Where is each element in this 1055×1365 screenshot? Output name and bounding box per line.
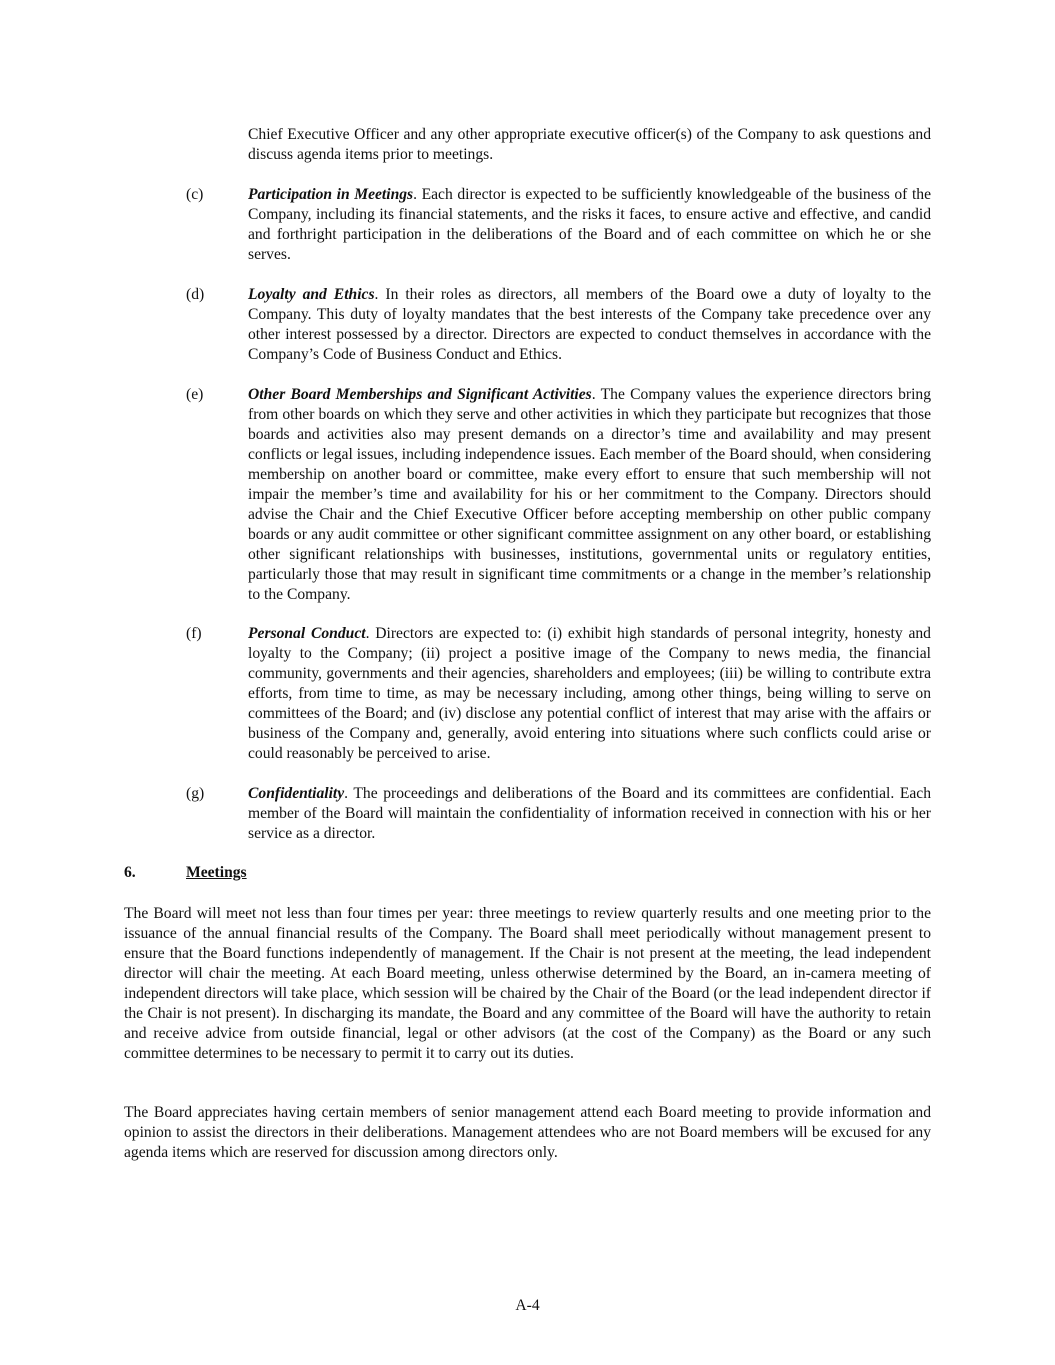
body-paragraph-1: The Board will meet not less than four times per year: three meetings to review quarterly results and one meeting prior to the issuance of the annual financial results of the Company. The Board shall meet periodically without management present to ensure that the Board functions independently of management. If the Chair is not present at the meeting, the lead independent director will chair the meeting. At each Board meeting, unless otherwise determined by the Board, an in-camera meeting of independent directors will take place, which session will be chaired by the Chair of the Board (or the lead independent director if the Chair is not present). In discharging its mandate, the Board and any committee of the Board will have the authority to retain and receive advice from outside financial, legal or other advisors (at the cost of the Company) as the Board or any such committee determines to be necessary to permit it to carry out its duties. xyxy=(124,905,931,1062)
item-text: . Directors are expected to: (i) exhibit high standards of personal integrity, honesty and loyalty to the Company; (ii) project a positive image of the Company to news media, the financial community, governments and their agencies, shareholders and employees; (iii) be willing to contribute extra efforts, from time to time, as may be necessary including, among other things, being willing to serve on committees of the Board; and (iv) disclose any potential conflict of interest that may arise with the affairs or business of the Company and, generally, avoid entering into situations where such conflicts could arise or could reasonably be perceived to arise. xyxy=(248,625,931,762)
item-body xyxy=(248,285,931,365)
item-body xyxy=(248,185,931,265)
page-number: A-4 xyxy=(515,1297,540,1314)
item-text: . The proceedings and deliberations of the Board and its committees are confidential. Each member of the Board will maintain the confidentiality of information received in connection with his or her service as a director. xyxy=(248,785,931,842)
item-text: . The Company values the experience directors bring from other boards on which they serve and other activities in which they participate but recognizes that those boards and activities also may present demands on a director’s time and availability and may present conflicts or legal issues, including independence issues. Each member of the Board should, when considering membership on another board or committee, make every effort to ensure that such membership will not impair the member’s time and availability for his or her commitment to the Company. Directors should advise the Chair and the Chief Executive Officer before accepting membership on other public company boards or any audit committee or other significant committee assignment on any other board, or establishing other significant relationships with businesses, institutions, governmental units or regulatory entities, particularly those that may result in significant time commitments or a change in the member’s relationship to the Company. xyxy=(248,386,932,603)
item-label: (c) xyxy=(186,186,204,203)
item-label: (d) xyxy=(186,286,205,303)
section-heading xyxy=(124,863,247,883)
body-paragraph-2: The Board appreciates having certain members of senior management attend each Board meeting to provide information and opinion to assist the directors in their deliberations. Management attendees who are not Board members will be excused for any agenda items which are reserved for discussion among directors only. xyxy=(124,1104,931,1161)
item-body xyxy=(248,385,931,605)
item-text: . Each director is expected to be sufficiently knowledgeable of the business of the Company, including its financial statements, and the risks it faces, to ensure active and effective, and candid and forthright participation in the deliberations of the Board and of each committee on which he or she serves. xyxy=(248,186,931,263)
item-label: (e) xyxy=(186,386,204,403)
item-title: Loyalty and Ethics xyxy=(248,286,375,303)
item-body xyxy=(248,784,931,844)
item-body xyxy=(248,624,931,764)
continuation-paragraph: Chief Executive Officer and any other appropriate executive officer(s) of the Company to ask questions and discuss agenda items prior to meetings. xyxy=(248,126,931,163)
item-label: (g) xyxy=(186,785,205,802)
item-title: Participation in Meetings xyxy=(248,186,414,203)
item-title: Other Board Memberships and Significant Activities xyxy=(248,386,592,403)
section-number: 6. xyxy=(124,864,136,881)
item-text: . In their roles as directors, all members of the Board owe a duty of loyalty to the Company. This duty of loyalty mandates that the best interests of the Company take precedence over any other interest possessed by a director. Directors are expected to conduct themselves in accordance with the Company’s Code of Business Conduct and Ethics. xyxy=(248,286,931,363)
item-title: Personal Conduct xyxy=(248,625,366,642)
item-title: Confidentiality xyxy=(248,785,345,802)
item-label: (f) xyxy=(186,625,202,642)
section-title: Meetings xyxy=(186,864,247,881)
